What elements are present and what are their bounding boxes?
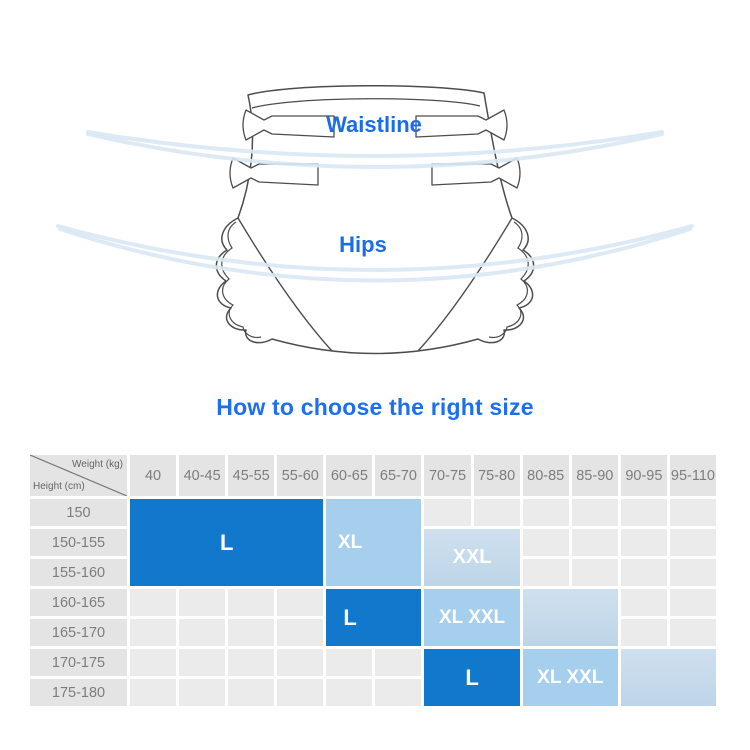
- corner-height-label: Height (cm): [33, 481, 85, 492]
- grid-cell: [326, 679, 372, 706]
- size-block: [130, 499, 323, 586]
- size-block-label: XL XXL: [438, 606, 506, 628]
- size-block: [424, 649, 519, 706]
- corner-weight-label: Weight (kg): [72, 459, 123, 470]
- grid-cell: [179, 619, 225, 646]
- weight-col-header: 80-85: [523, 455, 569, 496]
- grid-cell: [670, 529, 716, 556]
- weight-col-header: 90-95: [621, 455, 667, 496]
- height-row-header: 155-160: [30, 559, 127, 586]
- grid-cell: [277, 679, 323, 706]
- grid-cell: [621, 529, 667, 556]
- weight-col-header: 95-110: [670, 455, 716, 496]
- size-block-label: XXL: [452, 546, 492, 568]
- grid-cell: [424, 499, 470, 526]
- weight-col-header: 55-60: [277, 455, 323, 496]
- grid-cell: [130, 589, 176, 616]
- height-row-header: 165-170: [30, 619, 127, 646]
- grid-cell: [375, 649, 421, 676]
- grid-cell: [572, 559, 618, 586]
- grid-cell: [179, 679, 225, 706]
- weight-col-header: 75-80: [474, 455, 520, 496]
- grid-cell: [130, 679, 176, 706]
- grid-cell: [228, 619, 274, 646]
- grid-cell: [670, 499, 716, 526]
- grid-cell: [326, 649, 372, 676]
- grid-cell: [670, 559, 716, 586]
- grid-cell: [277, 649, 323, 676]
- height-row-header: 150: [30, 499, 127, 526]
- grid-cell: [670, 619, 716, 646]
- weight-col-header: 85-90: [572, 455, 618, 496]
- height-row-header: 160-165: [30, 589, 127, 616]
- weight-col-header: 60-65: [326, 455, 372, 496]
- grid-cell: [572, 499, 618, 526]
- grid-cell: [179, 649, 225, 676]
- height-row-header: 170-175: [30, 649, 127, 676]
- weight-col-header: 65-70: [375, 455, 421, 496]
- grid-cell: [130, 649, 176, 676]
- size-block-label: XL: [337, 531, 363, 553]
- grid-cell: [572, 529, 618, 556]
- grid-cell: [621, 589, 667, 616]
- grid-cell: [277, 619, 323, 646]
- grid-cell: [228, 649, 274, 676]
- size-block: [424, 589, 519, 646]
- size-block: [424, 529, 519, 586]
- grid-cell: [670, 589, 716, 616]
- size-block-label: XL XXL: [537, 666, 604, 688]
- size-table: [30, 455, 716, 706]
- size-block: [523, 649, 618, 706]
- grid-cell: [375, 679, 421, 706]
- grid-cell: [523, 559, 569, 586]
- grid-cell: [621, 559, 667, 586]
- size-block: [523, 589, 618, 646]
- size-block-label: L: [219, 529, 234, 555]
- weight-col-header: 70-75: [424, 455, 470, 496]
- grid-cell: [474, 499, 520, 526]
- page-title: How to choose the right size: [216, 394, 534, 420]
- size-block: [326, 499, 421, 586]
- weight-col-header: 40: [130, 455, 176, 496]
- grid-cell: [179, 589, 225, 616]
- height-row-header: 175-180: [30, 679, 127, 706]
- grid-cell: [523, 529, 569, 556]
- height-row-header: 150-155: [30, 529, 127, 556]
- size-block-label: L: [465, 664, 479, 690]
- hips-label: Hips: [339, 232, 387, 257]
- table-corner-cell: [30, 455, 127, 496]
- grid-cell: [523, 499, 569, 526]
- waistline-label: Waistline: [326, 112, 422, 137]
- weight-col-header: 40-45: [179, 455, 225, 496]
- size-block: [621, 649, 716, 706]
- size-block-label: L: [343, 604, 357, 630]
- grid-cell: [228, 589, 274, 616]
- grid-cell: [621, 499, 667, 526]
- grid-cell: [130, 619, 176, 646]
- grid-cell: [621, 619, 667, 646]
- grid-cell: [228, 679, 274, 706]
- grid-cell: [277, 589, 323, 616]
- weight-col-header: 45-55: [228, 455, 274, 496]
- size-block: [326, 589, 421, 646]
